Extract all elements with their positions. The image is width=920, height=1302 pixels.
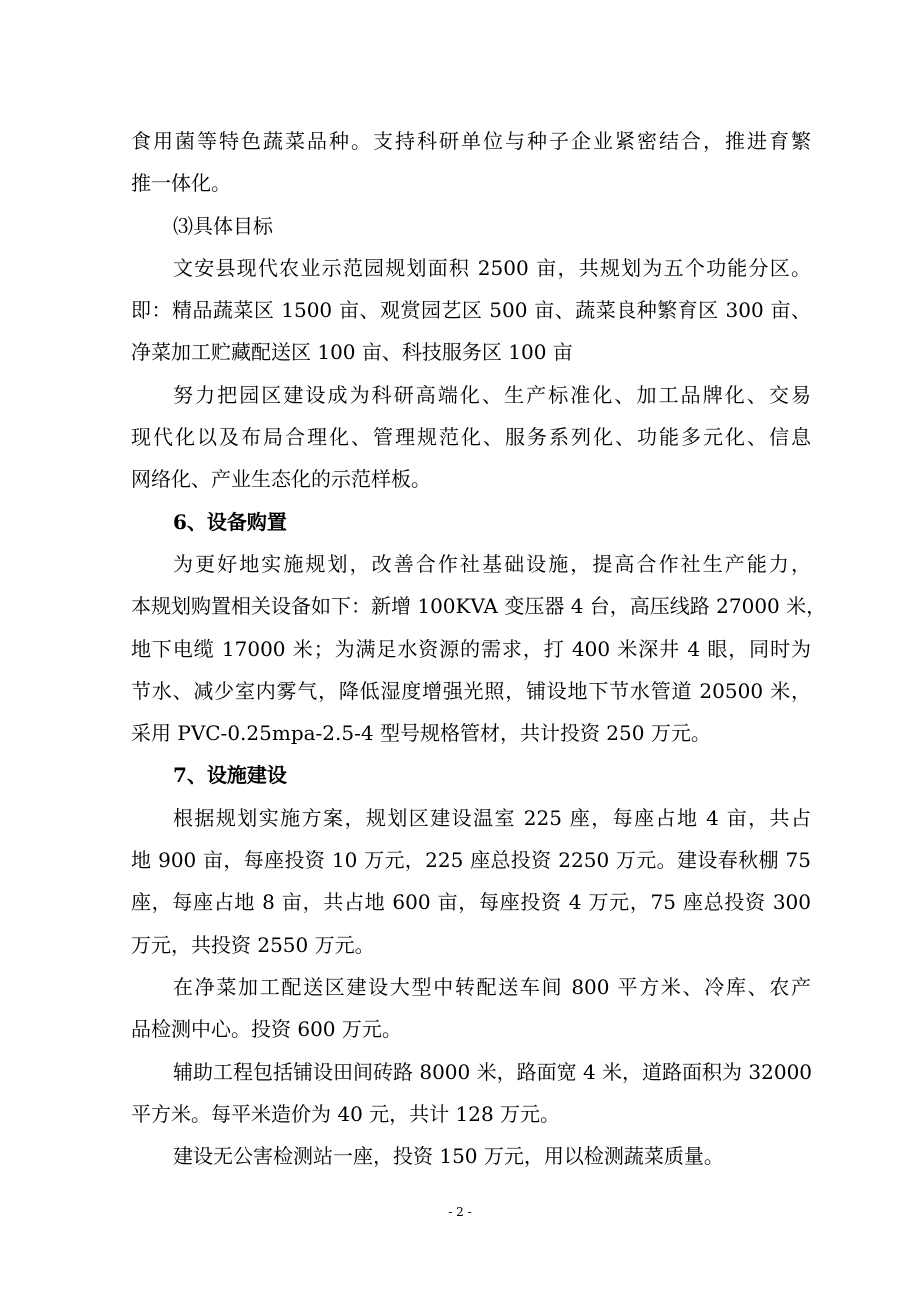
- text-line: 建设无公害检测站一座，投资 150 万元，用以检测蔬菜质量。: [173, 1144, 724, 1169]
- text-line: 根据规划实施方案，规划区建设温室 225 座，每座占地 4 亩，共占: [173, 805, 811, 830]
- text-line: 地下电缆 17000 米；为满足水资源的需求，打 400 米深井 4 眼，同时为: [131, 636, 811, 661]
- text-line: 万元，共投资 2550 万元。: [131, 932, 375, 957]
- text-line: 品检测中心。投资 600 万元。: [131, 1017, 402, 1042]
- text-line: 地 900 亩，每座投资 10 万元，225 座总投资 2250 万元。建设春秋棚 75: [131, 848, 811, 873]
- text-line: 本规划购置相关设备如下：新增 100KVA 变压器 4 台，高压线路 27000 米，: [131, 594, 827, 619]
- document-body: [131, 120, 827, 1177]
- text-line: 推一体化。: [131, 171, 231, 196]
- text-line: 在净菜加工配送区建设大型中转配送车间 800 平方米、冷库、农产: [173, 974, 811, 999]
- page-number: - 2 -: [448, 1205, 472, 1219]
- text-line: 网络化、产业生态化的示范样板。: [131, 467, 431, 492]
- text-line: 净菜加工贮藏配送区 100 亩、科技服务区 100 亩: [131, 340, 573, 365]
- text-line: 采用 PVC-0.25mpa-2.5-4 型号规格管材，共计投资 250 万元。: [131, 721, 711, 746]
- text-line: 辅助工程包括铺设田间砖路 8000 米，路面宽 4 米，道路面积为 32000: [173, 1059, 813, 1084]
- text-line: 文安县现代农业示范园规划面积 2500 亩，共规划为五个功能分区。: [173, 255, 811, 280]
- subheading: ⑶具体目标: [173, 213, 273, 238]
- text-line: 座，每座占地 8 亩，共占地 600 亩，每座投资 4 万元，75 座总投资 300: [131, 890, 811, 915]
- section-heading: 6、设备购置: [173, 509, 287, 534]
- text-line: 平方米。每平米造价为 40 元，共计 128 万元。: [131, 1101, 561, 1126]
- text-line: 现代化以及布局合理化、管理规范化、服务系列化、功能多元化、信息: [131, 425, 811, 450]
- text-line: 节水、减少室内雾气，降低湿度增强光照，铺设地下节水管道 20500 米，: [131, 678, 811, 703]
- section-heading: 7、设施建设: [173, 763, 287, 788]
- text-line: 食用菌等特色蔬菜品种。支持科研单位与种子企业紧密结合，推进育繁: [131, 129, 811, 153]
- text-line: 为更好地实施规划，改善合作社基础设施，提高合作社生产能力，: [173, 551, 811, 576]
- text-line: 即：精品蔬菜区 1500 亩、观赏园艺区 500 亩、蔬菜良种繁育区 300 亩、: [131, 298, 811, 323]
- text-line: 努力把园区建设成为科研高端化、生产标准化、加工品牌化、交易: [173, 382, 811, 407]
